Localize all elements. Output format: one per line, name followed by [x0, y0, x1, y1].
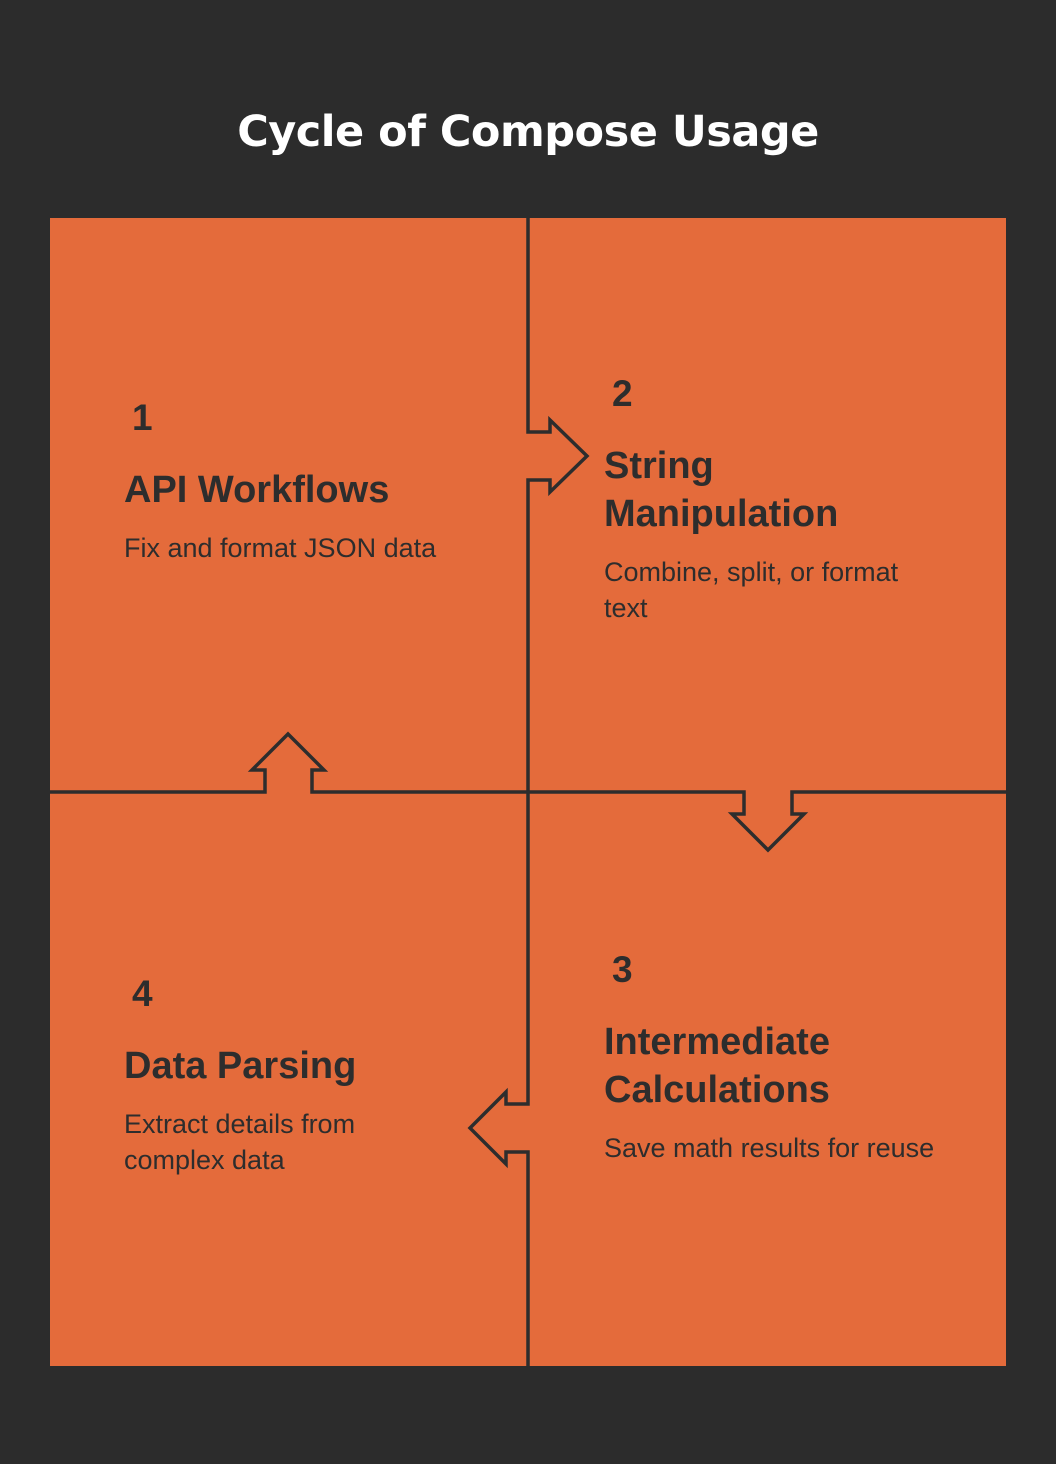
step-number: 2 [612, 373, 633, 414]
step-description: Combine, split, or format text [604, 557, 899, 623]
step-number: 1 [132, 397, 153, 438]
step-card-3 [604, 948, 944, 1166]
step-card-4 [124, 972, 424, 1178]
step-card-2 [604, 372, 944, 626]
step-heading: Intermediate Calculations [604, 1021, 830, 1111]
step-heading: String Manipulation [604, 445, 839, 535]
step-number: 4 [132, 973, 153, 1014]
step-description: Fix and format JSON data [124, 533, 437, 563]
diagram-title: Cycle of Compose Usage [237, 107, 819, 157]
step-number: 3 [612, 949, 633, 990]
arrow-left-3-to-4 [470, 792, 528, 1366]
step-card-1 [124, 396, 454, 566]
step-heading: API Workflows [124, 469, 390, 511]
arrow-down-2-to-3 [528, 792, 1006, 850]
step-heading: Data Parsing [124, 1045, 357, 1087]
arrow-up-4-to-1 [50, 734, 528, 792]
arrow-right-1-to-2 [528, 218, 587, 792]
step-description: Save math results for reuse [604, 1133, 935, 1163]
step-description: Extract details from complex data [124, 1109, 356, 1175]
